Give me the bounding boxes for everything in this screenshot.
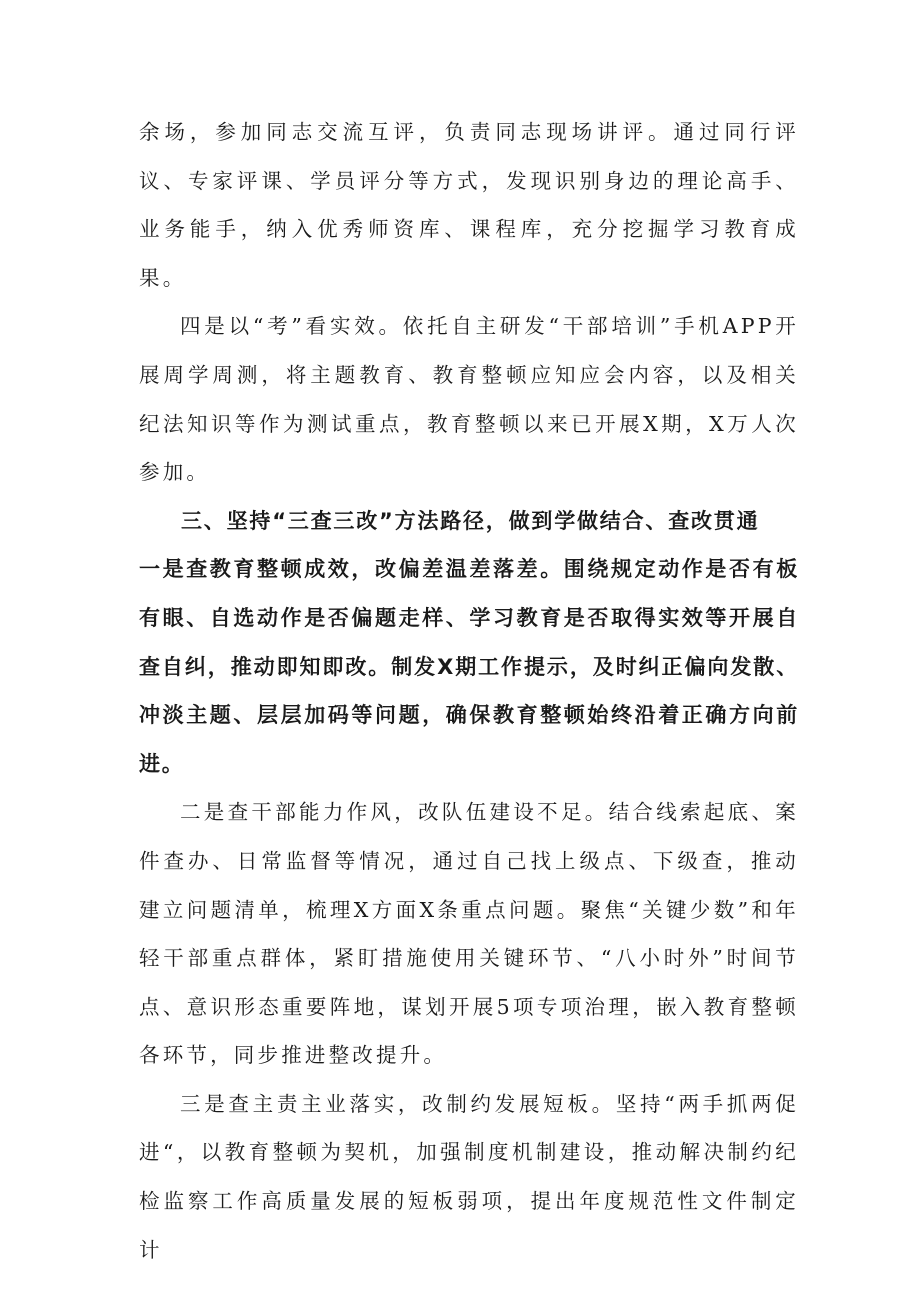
paragraph-check-rectification-results: 一是查教育整顿成效，改偏差温差落差。围绕规定动作是否有板有眼、自选动作是否偏题走样、学习教育是否取得实效等开展自查自纠，推动即知即改。制发X期工作提示，及时纠正偏向发散、冲淡主题、层层加码等问题，确保教育整顿始终沿着正确方向前进。	[139, 557, 799, 776]
paragraph-exam-effectiveness: 四是以“考”看实效。依托自主研发“干部培训”手机APP开展周学周测，将主题教育、教育整顿应知应会内容，以及相关纪法知识等作为测试重点，教育整顿以来已开展X期，X万人次参加。	[139, 314, 799, 485]
section-heading-three-checks: 三、坚持“三查三改”方法路径，做到学做结合、查改贯通	[181, 508, 760, 533]
paragraph-continuation: 余场，参加同志交流互评，负责同志现场讲评。通过同行评议、专家评课、学员评分等方式，发现识别身边的理论高手、业务能手，纳入优秀师资库、课程库，充分挖掘学习教育成果。	[139, 120, 799, 290]
paragraph-check-main-duty: 三是查主责主业落实，改制约发展短板。坚持“两手抓两促进“，以教育整顿为契机，加强制度机制建设，推动解决制约纪检监察工作高质量发展的短板弱项，提出年度规范性文件制定计	[139, 1091, 799, 1262]
document-body	[139, 108, 799, 1274]
paragraph-check-cadre-style: 二是查干部能力作风，改队伍建设不足。结合线索起底、案件查办、日常监督等情况，通过自己找上级点、下级查，推动建立问题清单，梳理X方面X条重点问题。聚焦“关键少数”和年轻干部重点群体，紧盯措施使用关键环节、“八小时外”时间节点、意识形态重要阵地，谋划开展5项专项治理，嵌入教育整顿各环节，同步推进整改提升。	[139, 800, 799, 1068]
